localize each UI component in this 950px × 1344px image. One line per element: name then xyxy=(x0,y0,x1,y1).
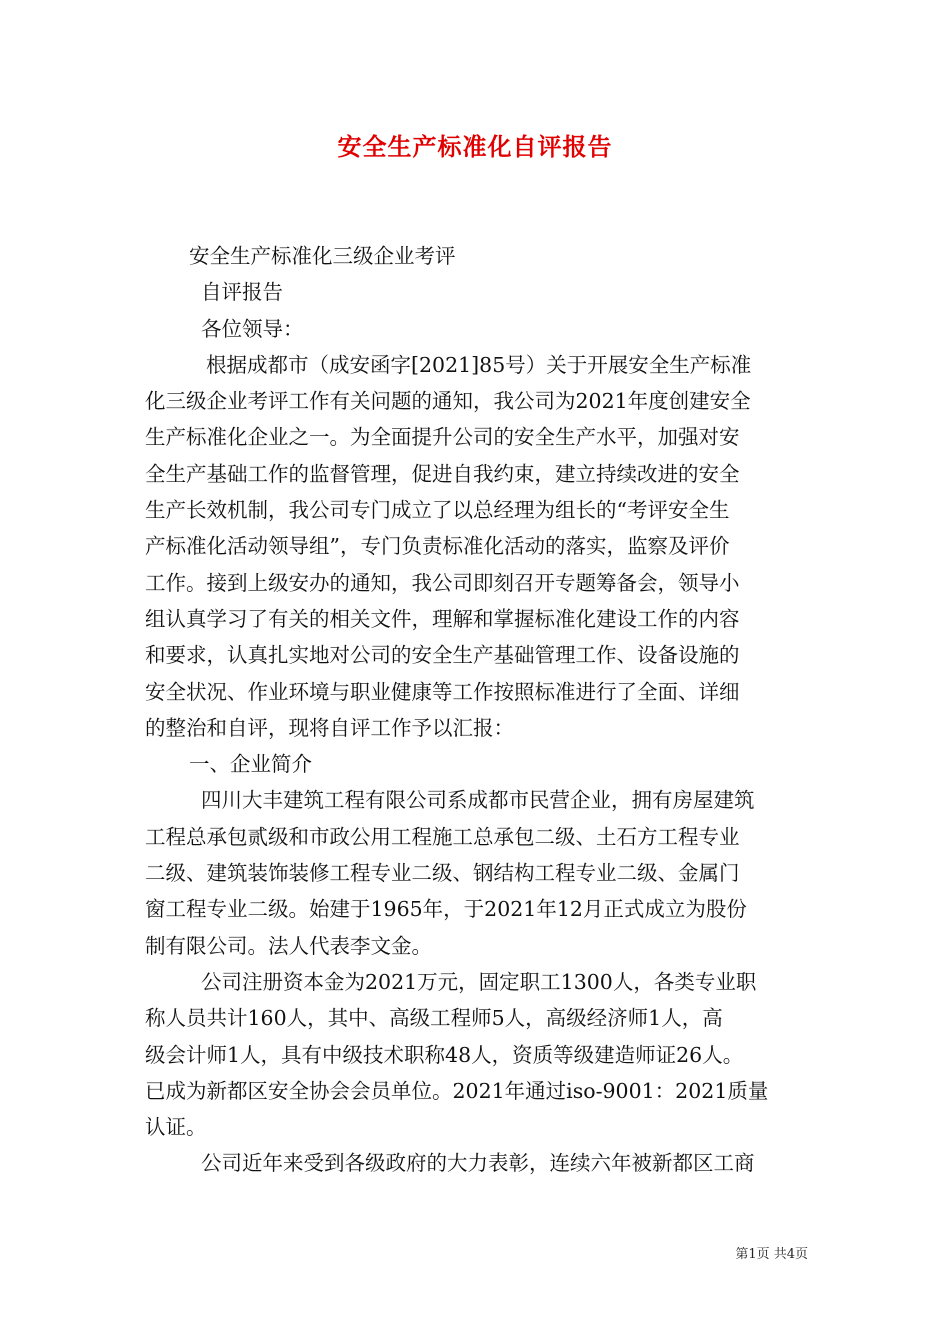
body-line: 公司注册资本金为2021万元，固定职工1300人，各类专业职 xyxy=(201,969,757,994)
document-title: 安全生产标准化自评报告 xyxy=(337,132,613,161)
section-heading: 一、企业简介 xyxy=(189,752,312,777)
body-line: 组认真学习了有关的相关文件，理解和掌握标准化建设工作的内容 xyxy=(145,606,740,631)
body-line: 制有限公司。法人代表李文金。 xyxy=(145,933,432,958)
body-line: 安全生产标准化三级企业考评 xyxy=(189,244,456,268)
body-line: 自评报告 xyxy=(201,280,283,305)
body-line: 生产标准化企业之一。为全面提升公司的安全生产水平，加强对安 xyxy=(145,425,740,450)
body-line: 的整治和自评，现将自评工作予以汇报： xyxy=(145,715,514,740)
body-line: 工程总承包贰级和市政公用工程施工总承包二级、土石方工程专业 xyxy=(145,824,740,849)
body-line: 产标准化活动领导组”，专门负责标准化活动的落实，监察及评价 xyxy=(145,534,730,559)
body-line: 称人员共计160人，其中、高级工程师5人，高级经济师1人，高 xyxy=(145,1006,723,1031)
body-line: 生产长效机制，我公司专门成立了以总经理为组长的“考评安全生 xyxy=(145,498,730,523)
body-line: 安全状况、作业环境与职业健康等工作按照标准进行了全面、详细 xyxy=(145,679,740,704)
body-line: 全生产基础工作的监督管理，促进自我约束，建立持续改进的安全 xyxy=(145,461,740,486)
body-line: 公司近年来受到各级政府的大力表彰，连续六年被新都区工商 xyxy=(201,1151,755,1176)
body-line: 和要求，认真扎实地对公司的安全生产基础管理工作、设备设施的 xyxy=(145,643,740,668)
body-line: 化三级企业考评工作有关问题的通知，我公司为2021年度创建安全 xyxy=(145,389,751,414)
body-line: 工作。接到上级安办的通知，我公司即刻召开专题筹备会，领导小 xyxy=(145,570,740,595)
page-number-footer: 第1页 共4页 xyxy=(735,1247,808,1262)
body-line: 级会计师1人，具有中级技术职称48人，资质等级建造师证26人。 xyxy=(145,1042,744,1067)
body-line: 已成为新都区安全协会会员单位。2021年通过iso-9001：2021质量 xyxy=(145,1078,769,1103)
document-body xyxy=(145,238,815,1182)
body-line: 各位领导： xyxy=(201,316,304,341)
body-line: 窗工程专业二级。始建于1965年，于2021年12月正式成立为股份 xyxy=(145,897,747,922)
body-line: 二级、建筑装饰装修工程专业二级、钢结构工程专业二级、金属门 xyxy=(145,861,740,886)
body-line: 根据成都市（成安函字[2021]85号）关于开展安全生产标准 xyxy=(206,352,752,377)
body-line: 认证。 xyxy=(145,1115,207,1140)
body-line: 四川大丰建筑工程有限公司系成都市民营企业，拥有房屋建筑 xyxy=(201,788,755,813)
